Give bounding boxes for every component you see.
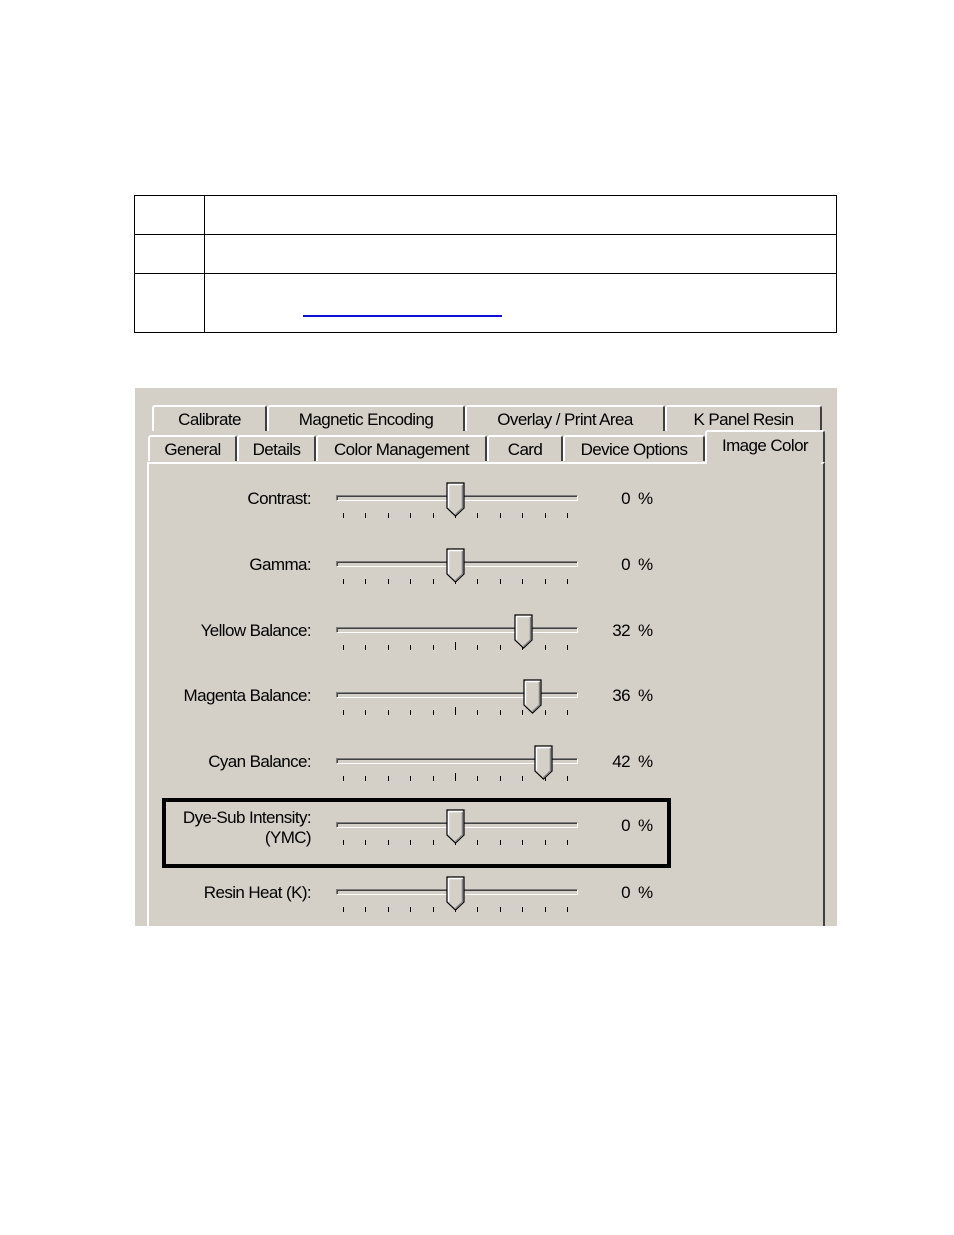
slider-thumb[interactable] <box>514 614 534 650</box>
tab-k-panel-resin[interactable]: K Panel Resin <box>665 405 822 431</box>
tab-image-color[interactable]: Image Color <box>705 430 825 462</box>
tick-mark <box>433 513 434 518</box>
slider-thumb[interactable] <box>446 876 466 912</box>
table-row <box>135 273 837 332</box>
tick-mark <box>522 513 523 518</box>
slider-thumb[interactable] <box>446 482 466 518</box>
tab-card[interactable]: Card <box>487 435 563 461</box>
slider-value: 0 <box>621 883 630 902</box>
slider-label: Gamma: <box>249 555 311 574</box>
slider-value: 0 <box>621 816 630 835</box>
slider-row <box>135 489 837 539</box>
tick-mark <box>388 513 389 518</box>
tick-mark <box>433 579 434 584</box>
tick-mark <box>477 710 478 715</box>
tick-mark <box>343 907 344 912</box>
percent-sign: % <box>638 752 653 771</box>
tick-mark <box>365 645 366 650</box>
tick-mark <box>365 710 366 715</box>
tick-mark <box>433 710 434 715</box>
tick-mark <box>477 513 478 518</box>
table-cell <box>205 196 837 235</box>
percent-sign: % <box>638 686 653 705</box>
tick-mark <box>343 579 344 584</box>
tick-mark <box>567 776 568 781</box>
tab-details[interactable]: Details <box>237 435 316 461</box>
tab-color-management[interactable]: Color Management <box>316 435 487 461</box>
percent-sign: % <box>638 489 653 508</box>
tick-mark <box>388 776 389 781</box>
percent-sign: % <box>638 621 653 640</box>
tick-mark <box>477 579 478 584</box>
tick-mark <box>433 907 434 912</box>
tick-mark <box>455 642 456 650</box>
tick-mark <box>545 513 546 518</box>
tick-mark <box>410 513 411 518</box>
tick-mark <box>388 907 389 912</box>
slider-row <box>135 752 837 802</box>
slider-label-line2: (YMC) <box>264 828 311 847</box>
tick-mark <box>522 907 523 912</box>
image-color-dialog <box>135 388 837 926</box>
tick-mark <box>500 579 501 584</box>
tick-mark <box>500 710 501 715</box>
tick-mark <box>388 710 389 715</box>
tick-mark <box>477 645 478 650</box>
tick-mark <box>343 776 344 781</box>
tick-mark <box>567 645 568 650</box>
tab-general[interactable]: General <box>148 435 237 461</box>
tick-mark <box>343 645 344 650</box>
tick-mark <box>545 710 546 715</box>
slider-thumb[interactable] <box>446 548 466 584</box>
tick-mark <box>365 513 366 518</box>
tick-mark <box>433 645 434 650</box>
tick-mark <box>455 773 456 781</box>
slider-label-line1: Dye-Sub Intensity: <box>182 808 311 827</box>
slider-thumb[interactable] <box>534 745 554 781</box>
percent-sign: % <box>638 555 653 574</box>
tick-mark <box>522 776 523 781</box>
highlight-box <box>162 798 671 868</box>
tick-mark <box>410 710 411 715</box>
slider-value: 32 <box>612 621 630 640</box>
tick-mark <box>477 907 478 912</box>
tick-mark <box>365 776 366 781</box>
tick-mark <box>522 579 523 584</box>
tick-mark <box>410 579 411 584</box>
tab-device-options[interactable]: Device Options <box>563 435 705 461</box>
tick-mark <box>410 907 411 912</box>
table-cell <box>135 235 205 273</box>
tab-calibrate[interactable]: Calibrate <box>152 405 267 431</box>
table-row <box>135 235 837 273</box>
tick-mark <box>388 579 389 584</box>
tick-mark <box>433 776 434 781</box>
tick-mark <box>567 710 568 715</box>
tick-mark <box>410 776 411 781</box>
slider-label: Yellow Balance: <box>200 621 311 640</box>
tick-mark <box>545 645 546 650</box>
tick-mark <box>500 907 501 912</box>
slider-label: Contrast: <box>247 489 311 508</box>
tick-mark <box>477 776 478 781</box>
slider-label: Cyan Balance: <box>208 752 311 771</box>
tick-mark <box>567 513 568 518</box>
slider-thumb[interactable] <box>523 679 543 715</box>
tick-mark <box>500 645 501 650</box>
slider-row <box>135 686 837 736</box>
tick-mark <box>455 707 456 715</box>
slider-value: 36 <box>612 686 630 705</box>
slider-value: 0 <box>621 555 630 574</box>
tick-mark <box>343 710 344 715</box>
slider-track[interactable] <box>336 627 578 633</box>
slider-label: Resin Heat (K): <box>203 883 311 902</box>
tick-mark <box>545 907 546 912</box>
tab-magnetic-encoding[interactable]: Magnetic Encoding <box>267 405 465 431</box>
slider-label: Magenta Balance: <box>183 686 311 705</box>
slider-value: 42 <box>612 752 630 771</box>
percent-sign: % <box>638 816 653 835</box>
tick-mark <box>365 907 366 912</box>
tick-mark <box>365 579 366 584</box>
slider-value: 0 <box>621 489 630 508</box>
tick-mark <box>545 579 546 584</box>
table-cell <box>205 235 837 273</box>
tick-mark <box>500 513 501 518</box>
slider-row <box>135 883 837 926</box>
slider-ticks <box>343 645 569 651</box>
tick-mark <box>343 513 344 518</box>
tick-mark <box>388 645 389 650</box>
tab-overlay-print-area[interactable]: Overlay / Print Area <box>465 405 665 431</box>
hyperlink-underline[interactable] <box>303 315 502 317</box>
slider-row <box>135 555 837 605</box>
table-cell <box>135 196 205 235</box>
tick-mark <box>567 907 568 912</box>
tick-mark <box>567 579 568 584</box>
percent-sign: % <box>638 883 653 902</box>
table-row <box>135 196 837 235</box>
slider-row <box>135 621 837 671</box>
table-cell <box>135 273 205 332</box>
table-cell <box>205 273 837 332</box>
document-table <box>134 195 837 333</box>
tick-mark <box>410 645 411 650</box>
tick-mark <box>500 776 501 781</box>
